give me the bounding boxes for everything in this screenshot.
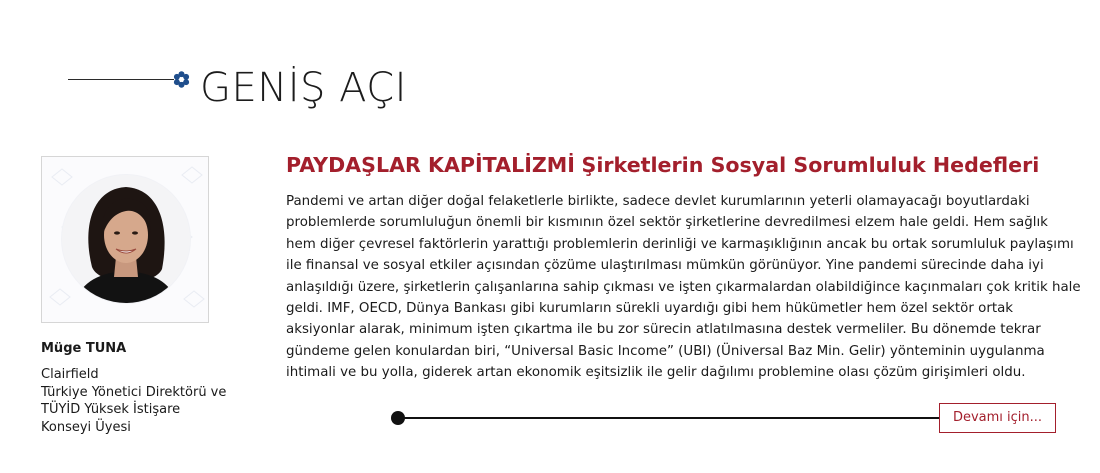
article-body (286, 191, 1081, 384)
article-body-line: ile finansal ve sosyal etkiler açısından çözüme ulaştırılması mümkün görünüyor. Yine pandemi sürecinde daha iyi (286, 258, 1044, 274)
flower-icon (173, 71, 190, 88)
article-title-sub: Şirketlerin Sosyal Sorumluluk Hedefleri (581, 153, 1040, 177)
article-body-line: anlaşıldığı üzere, şirketlerin çalışanlarına sahip çıkması ve işten çıkarmalardan olabildiğince kaçınmaları çok kritik hale (286, 279, 1081, 295)
article-body-line: hem diğer çevresel faktörlerin yarattığı problemlerin derinliği ve karmaşıklığının ancak bu ortak sorumluluk paylaşımı (286, 236, 1074, 252)
article-title-main: PAYDAŞLAR KAPİTALİZMİ (286, 153, 575, 177)
footer-line (400, 417, 940, 419)
article-body-line: ihtimali ve bu yolla, giderek artan ekonomik eşitsizlik ile gelir dağılımı problemine olası çözüm girişimleri oldu. (286, 365, 1026, 381)
author-info-line: Türkiye Yönetici Direktörü ve (41, 384, 227, 400)
author-portrait (42, 157, 208, 322)
section-title: GENİŞ AÇI (200, 65, 407, 111)
author-info-line: TÜYİD Yüksek İstişare (41, 402, 181, 418)
author-name: Müge TUNA (41, 341, 127, 356)
author-info (41, 366, 241, 436)
author-info-line: Clairfield (41, 367, 99, 382)
article-body-line: gündeme gelen konulardan biri, “Universal Basic Income” (UBI) (Üniversal Baz Min. Gelir) yönteminin uygulanma (286, 343, 1045, 359)
author-photo (41, 156, 209, 323)
header-line (68, 79, 174, 80)
article-body-line: problemlerde sorumluluğun önemli bir kısmının özel sektör şirketlerine devredilmesi elzem hale geldi. Hem sağlık (286, 215, 1048, 231)
article-body-line: aksiyonlar alarak, minimum işten çıkartma ile bu zor sürecin atlatılmasına destek vermeliler. Bu dönemde tekrar (286, 322, 1041, 338)
read-more-button[interactable]: Devamı için... (939, 403, 1056, 433)
article-body-line: geldi. IMF, OECD, Dünya Bankası gibi kurumların sürekli uyardığı gibi hem hükümetler hem özel sektör ortak (286, 301, 1014, 317)
article-body-line: Pandemi ve artan diğer doğal felaketlerle birlikte, sadece devlet kurumlarının yeterli olamayacağı boyutlardaki (286, 194, 1030, 209)
author-info-line: Konseyi Üyesi (41, 419, 131, 435)
article-title (286, 150, 1039, 180)
